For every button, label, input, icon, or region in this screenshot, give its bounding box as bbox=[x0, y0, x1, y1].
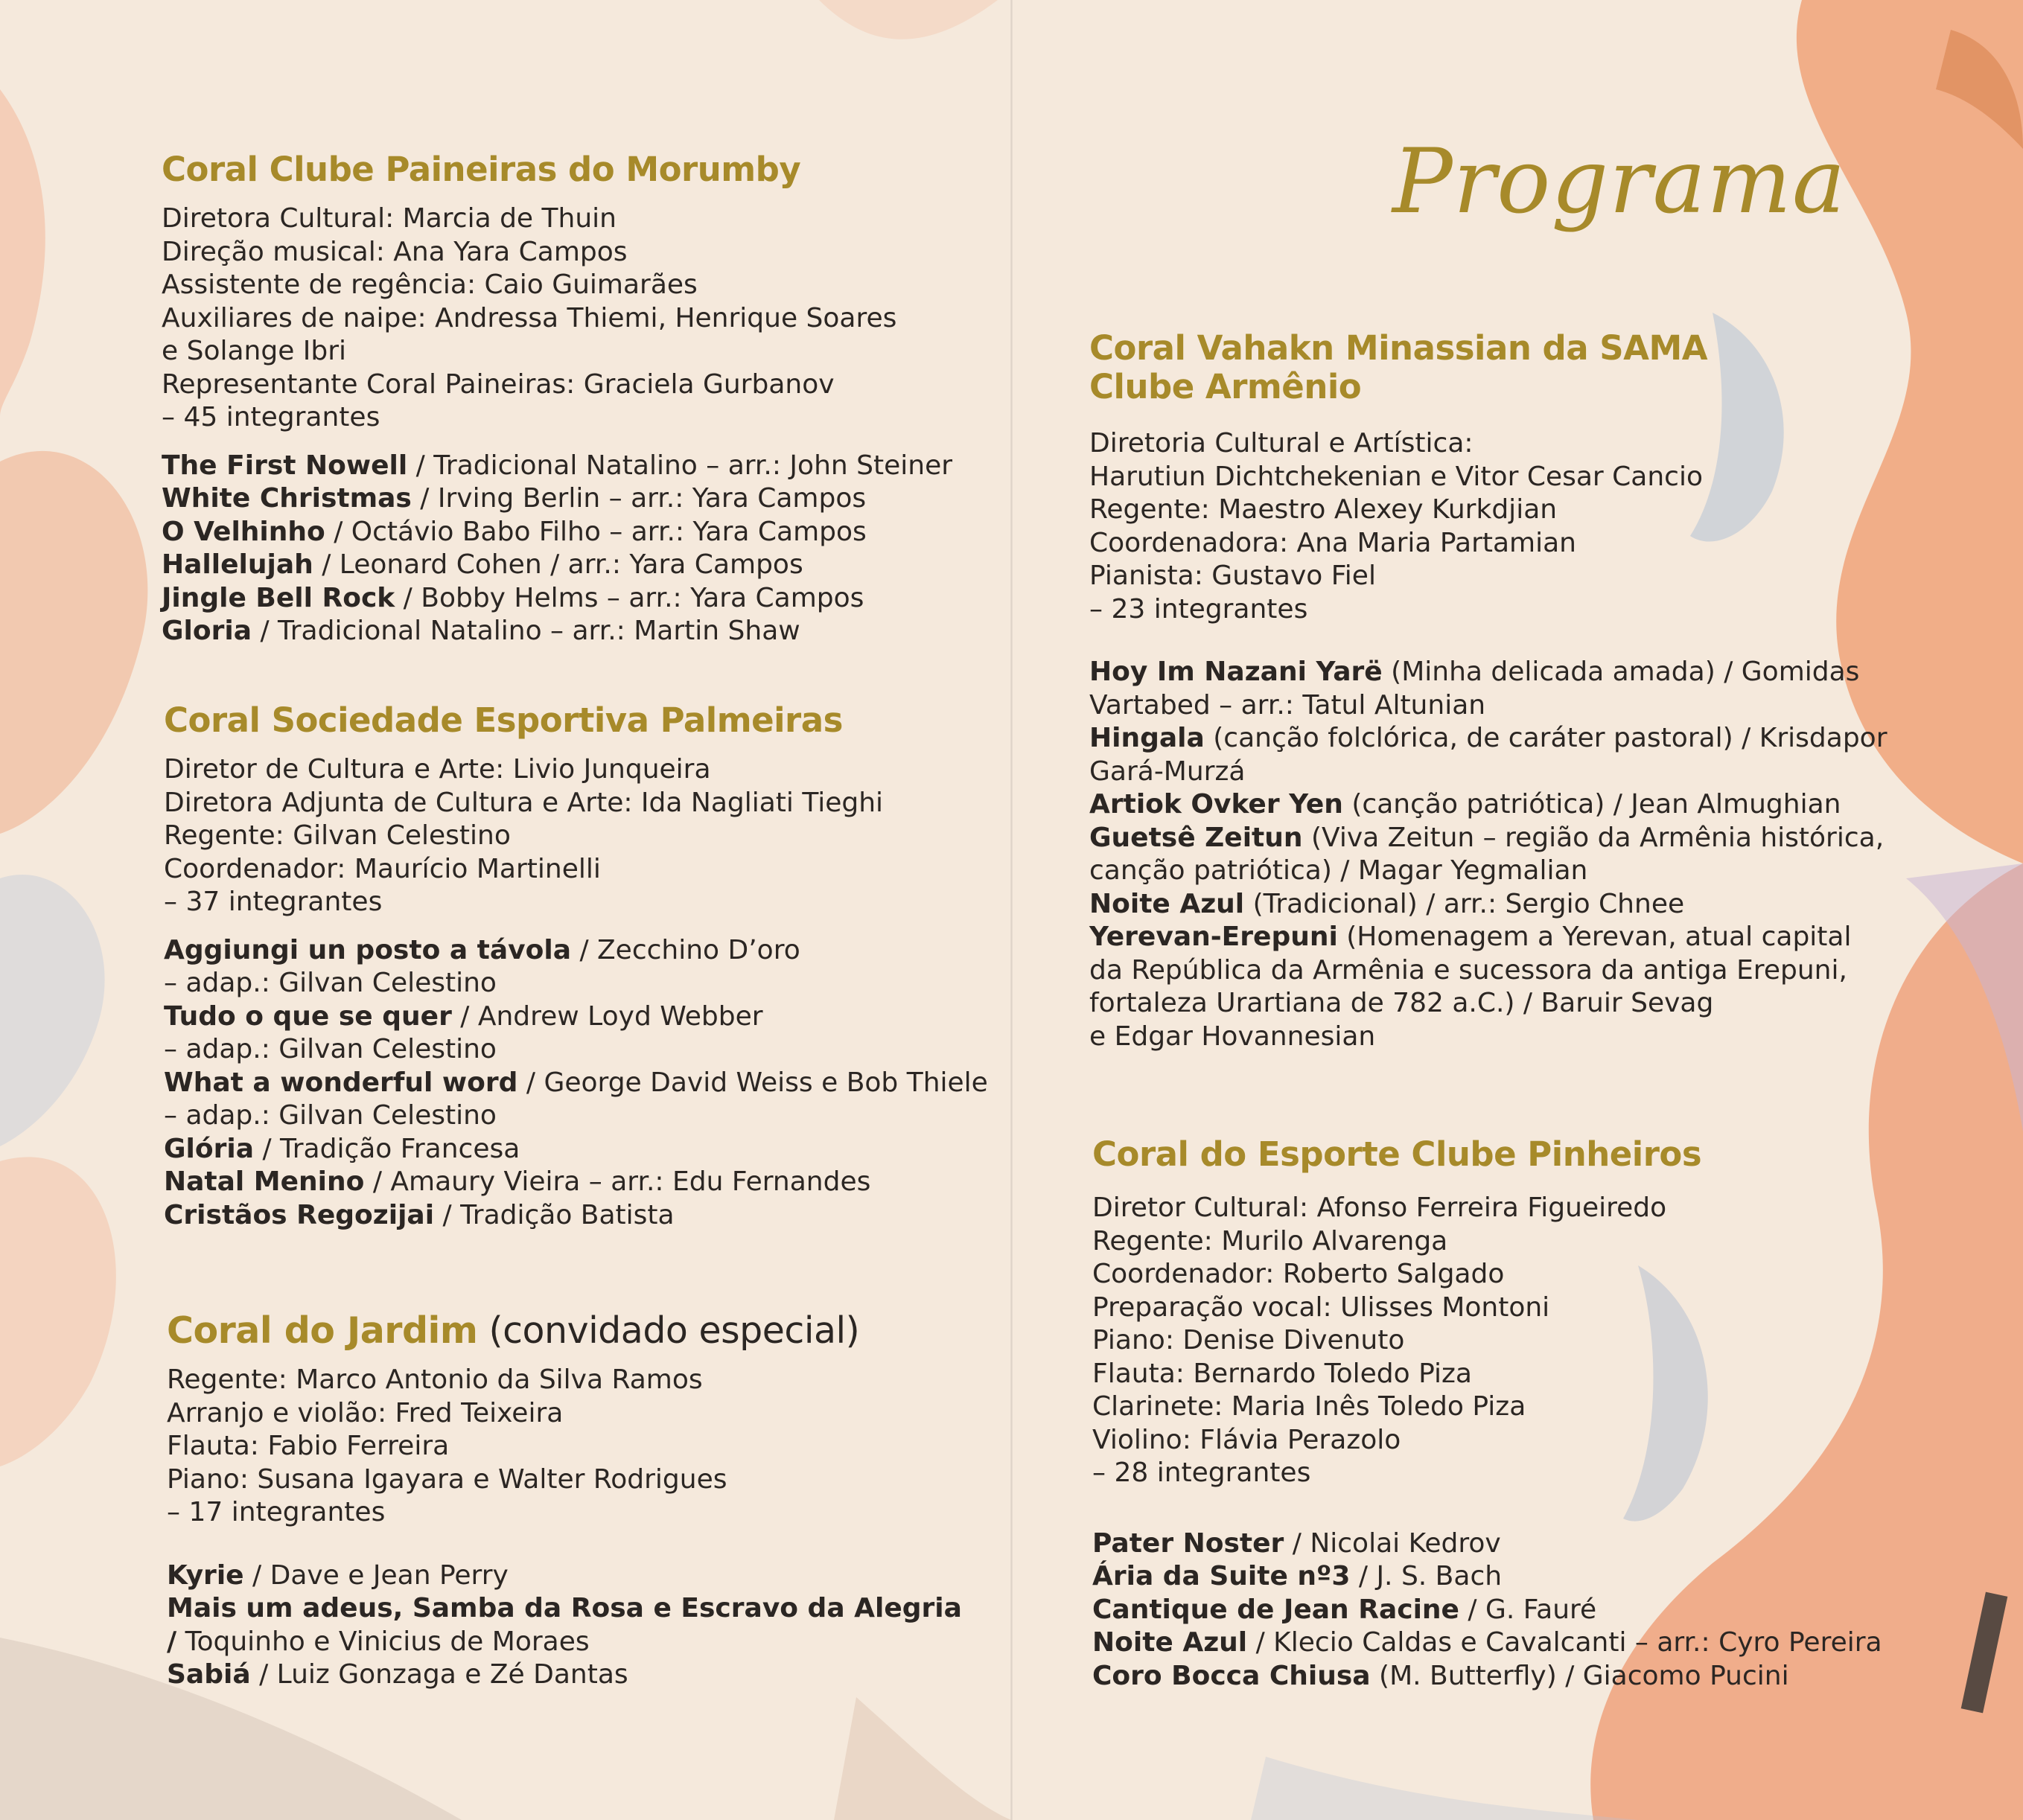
credit-line: – 17 integrantes bbox=[167, 1497, 386, 1527]
credit-line: Diretora Adjunta de Cultura e Arte: Ida Nagliati Tieghi bbox=[164, 787, 884, 818]
credit-line: Regente: Marco Antonio da Silva Ramos bbox=[167, 1364, 703, 1395]
repertoire-list bbox=[162, 450, 952, 648]
credit-line: Preparação vocal: Ulisses Montoni bbox=[1092, 1291, 1550, 1323]
credits-list bbox=[1092, 1192, 1882, 1490]
credits-list bbox=[1089, 427, 1887, 626]
section-coral-pinheiros bbox=[1092, 1135, 1882, 1693]
repertoire-item: O Velhinho / Octávio Babo Filho – arr.: Yara Campos bbox=[162, 516, 867, 547]
repertoire-item: Yerevan-Erepuni (Homenagem a Yerevan, atual capital bbox=[1089, 922, 1852, 952]
section-coral-palmeiras bbox=[164, 701, 988, 1232]
repertoire-item: Ária da Suite nº3 / J. S. Bach bbox=[1092, 1561, 1503, 1591]
credit-line: Direção musical: Ana Yara Campos bbox=[162, 236, 628, 267]
credit-line: Auxiliares de naipe: Andressa Thiemi, Henrique Soares bbox=[162, 302, 897, 333]
credit-line: Coordenador: Maurício Martinelli bbox=[164, 853, 601, 884]
repertoire-item: canção patriótica) / Magar Yegmalian bbox=[1089, 855, 1588, 886]
repertoire-item: Cristãos Regozijai / Tradição Batista bbox=[164, 1199, 675, 1230]
repertoire-list bbox=[1092, 1527, 1882, 1693]
credit-line: Coordenadora: Ana Maria Partamian bbox=[1089, 527, 1576, 558]
credit-line: Flauta: Bernardo Toledo Piza bbox=[1092, 1358, 1472, 1389]
credits-list bbox=[162, 202, 952, 435]
repertoire-item: Mais um adeus, Samba da Rosa e Escravo da Alegria bbox=[167, 1593, 962, 1623]
section-title: Coral Clube Paineiras do Morumby bbox=[162, 150, 801, 189]
repertoire-item: Natal Menino / Amaury Vieira – arr.: Edu Fernandes bbox=[164, 1166, 871, 1197]
credit-line: Harutiun Dichtchekenian e Vitor Cesar Cancio bbox=[1089, 461, 1703, 492]
repertoire-item: / Toquinho e Vinicius de Moraes bbox=[167, 1626, 590, 1657]
left-page bbox=[0, 0, 1011, 1820]
section-title: Coral Sociedade Esportiva Palmeiras bbox=[164, 700, 843, 740]
repertoire-item: fortaleza Urartiana de 782 a.C.) / Baruir Sevag bbox=[1089, 988, 1714, 1018]
repertoire-item: Tudo o que se quer / Andrew Loyd Webber bbox=[164, 1000, 763, 1032]
credits-list bbox=[164, 753, 988, 919]
repertoire-item: Hallelujah / Leonard Cohen / arr.: Yara Campos bbox=[162, 549, 803, 580]
repertoire-list bbox=[1089, 656, 1887, 1053]
section-coral-vahakn bbox=[1089, 329, 1887, 1053]
repertoire-item: Kyrie / Dave e Jean Perry bbox=[167, 1559, 509, 1591]
credit-line: Flauta: Fabio Ferreira bbox=[167, 1431, 450, 1461]
credit-line: Diretoria Cultural e Artística: bbox=[1089, 428, 1474, 459]
section-title-line: Coral Vahakn Minassian da SAMA bbox=[1089, 328, 1708, 368]
credit-line: Diretora Cultural: Marcia de Thuin bbox=[162, 203, 617, 234]
repertoire-item: Noite Azul / Klecio Caldas e Cavalcanti – arr.: Cyro Pereira bbox=[1092, 1627, 1882, 1658]
repertoire-item: Artiok Ovker Yen (canção patriótica) / Jean Almughian bbox=[1089, 789, 1841, 820]
credit-line: Regente: Gilvan Celestino bbox=[164, 820, 511, 851]
repertoire-item: Gloria / Tradicional Natalino – arr.: Martin Shaw bbox=[162, 616, 800, 646]
credit-line: – 45 integrantes bbox=[162, 402, 380, 432]
repertoire-item: e Edgar Hovannesian bbox=[1089, 1021, 1376, 1052]
section-title-line: Clube Armênio bbox=[1089, 367, 1362, 406]
repertoire-item: – adap.: Gilvan Celestino bbox=[164, 1100, 497, 1131]
credit-line: Pianista: Gustavo Fiel bbox=[1089, 561, 1376, 591]
repertoire-item: The First Nowell / Tradicional Natalino – arr.: John Steiner bbox=[162, 450, 953, 481]
section-title: Coral do Esporte Clube Pinheiros bbox=[1092, 1134, 1702, 1174]
repertoire-item: Hingala (canção folclórica, de caráter pastoral) / Krisdapor bbox=[1089, 723, 1887, 753]
repertoire-item: Coro Bocca Chiusa (M. Butterfly) / Giacomo Pucini bbox=[1092, 1660, 1789, 1691]
repertoire-item: Jingle Bell Rock / Bobby Helms – arr.: Yara Campos bbox=[162, 582, 864, 613]
credits-list bbox=[167, 1364, 962, 1530]
repertoire-item: Gará-Murzá bbox=[1089, 756, 1246, 787]
credit-line: – 28 integrantes bbox=[1092, 1457, 1311, 1488]
repertoire-item: Guetsê Zeitun (Viva Zeitun – região da Armênia histórica, bbox=[1089, 822, 1885, 853]
repertoire-list bbox=[164, 934, 988, 1233]
credit-line: – 37 integrantes bbox=[164, 887, 383, 917]
credit-line: Piano: Susana Igayara e Walter Rodrigues bbox=[167, 1463, 727, 1495]
repertoire-item: Cantique de Jean Racine / G. Fauré bbox=[1092, 1594, 1597, 1625]
program-title: Programa bbox=[1392, 130, 1847, 234]
repertoire-item: Hoy Im Nazani Yarë (Minha delicada amada) / Gomidas bbox=[1089, 657, 1860, 687]
section-title: Coral do Jardim (convidado especial) bbox=[167, 1309, 860, 1352]
credit-line: Arranjo e violão: Fred Teixeira bbox=[167, 1397, 564, 1428]
repertoire-item: White Christmas / Irving Berlin – arr.: Yara Campos bbox=[162, 483, 867, 514]
credit-line: – 23 integrantes bbox=[1089, 593, 1308, 625]
section-title bbox=[1089, 329, 1887, 406]
credit-line: Regente: Maestro Alexey Kurkdjian bbox=[1089, 494, 1558, 525]
repertoire-item: Vartabed – arr.: Tatul Altunian bbox=[1089, 689, 1486, 721]
credit-line: Regente: Murilo Alvarenga bbox=[1092, 1225, 1448, 1257]
repertoire-item: Noite Azul (Tradicional) / arr.: Sergio Chnee bbox=[1089, 888, 1685, 919]
credit-line: Diretor de Cultura e Arte: Livio Junqueira bbox=[164, 754, 711, 785]
repertoire-item: Aggiungi un posto a távola / Zecchino D’oro bbox=[164, 934, 800, 965]
repertoire-item: Sabiá / Luiz Gonzaga e Zé Dantas bbox=[167, 1659, 628, 1690]
credit-line: Diretor Cultural: Afonso Ferreira Figueiredo bbox=[1092, 1192, 1667, 1223]
repertoire-item: da República da Armênia e sucessora da antiga Erepuni, bbox=[1089, 954, 1847, 986]
credit-line: Violino: Flávia Perazolo bbox=[1092, 1424, 1401, 1455]
credit-line: Coordenador: Roberto Salgado bbox=[1092, 1259, 1505, 1289]
credit-line: Piano: Denise Divenuto bbox=[1092, 1325, 1405, 1356]
section-coral-paineiras bbox=[162, 150, 952, 648]
section-coral-jardim bbox=[167, 1309, 962, 1692]
repertoire-list bbox=[167, 1559, 962, 1692]
credit-line: Assistente de regência: Caio Guimarães bbox=[162, 269, 698, 300]
credit-line: Clarinete: Maria Inês Toledo Piza bbox=[1092, 1391, 1526, 1422]
repertoire-item: – adap.: Gilvan Celestino bbox=[164, 968, 497, 998]
repertoire-item: What a wonderful word / George David Weiss e Bob Thiele bbox=[164, 1067, 988, 1098]
repertoire-item: Pater Noster / Nicolai Kedrov bbox=[1092, 1527, 1501, 1559]
repertoire-item: Glória / Tradição Francesa bbox=[164, 1133, 520, 1164]
credit-line: Representante Coral Paineiras: Graciela Gurbanov bbox=[162, 368, 835, 400]
repertoire-item: – adap.: Gilvan Celestino bbox=[164, 1034, 497, 1064]
credit-line: e Solange Ibri bbox=[162, 336, 347, 366]
